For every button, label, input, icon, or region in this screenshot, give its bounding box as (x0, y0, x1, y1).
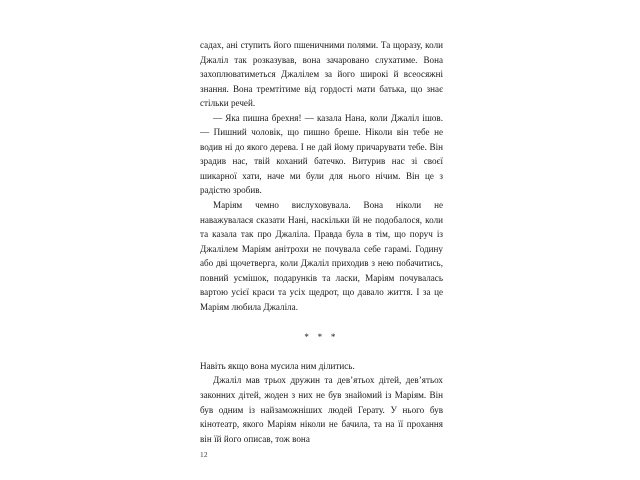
page-number: 12 (200, 450, 208, 459)
paragraph-mariam-listens: Маріям чемно вислуховувала. Вона ніколи не наважувалася сказати Нані, наскільки їй не подобалося, коли та казала так про Джаліла. Правда була в тім, що поруч із Джалілем Маріям анітрохи не почувала себе гарамі. Годину або дві щочетверга, коли Джаліл приходив з нею побачитись, повний усмішок, подарунків та ласки, Маріям почувалась вартою усієї краси та усіх щедрот, що давало життя. І за це Маріям любила Джаліла. (200, 200, 443, 312)
paragraph-continuation: садах, ані ступить його пшеничними полями. Та щоразу, коли Джаліл так розказував, вона зачаровано слухатиме. Вона захоплюватиметься Джалілем за його широкі й всеосяжні знання. Вона тремтітиме від гордості мати батька, що знає стільки речей. (200, 40, 443, 109)
paragraph-dialogue-nana: — Яка пишна брехня! — казала Нана, коли Джаліл ішов. — Пишний чоловік, що пишно бреше. Ніколи він тебе не водив ні до якого дерева. І не дай йому причарувати тебе. Він зрадив нас, твій коханий батечко. Витурив нас зі своєї шикарної хати, наче ми були для нього нічим. Він це з радістю зробив. (200, 112, 443, 196)
paragraph-jalil-family: Джаліл мав трьох дружин та дев’ятьох дітей, дев’ятьох законних дітей, жоден з них не був знайомий із Маріям. Він був одним із найзаможніших людей Герату. У нього був кінотеатр, якого Маріям ніколи не бачила, та на її прохання він їй його описав, тож вона (200, 375, 443, 444)
body-text-column (200, 38, 443, 446)
section-separator: * * * (304, 332, 339, 343)
paragraph-sharing: Навіть якщо вона мусила ним ділитись. (200, 360, 355, 371)
